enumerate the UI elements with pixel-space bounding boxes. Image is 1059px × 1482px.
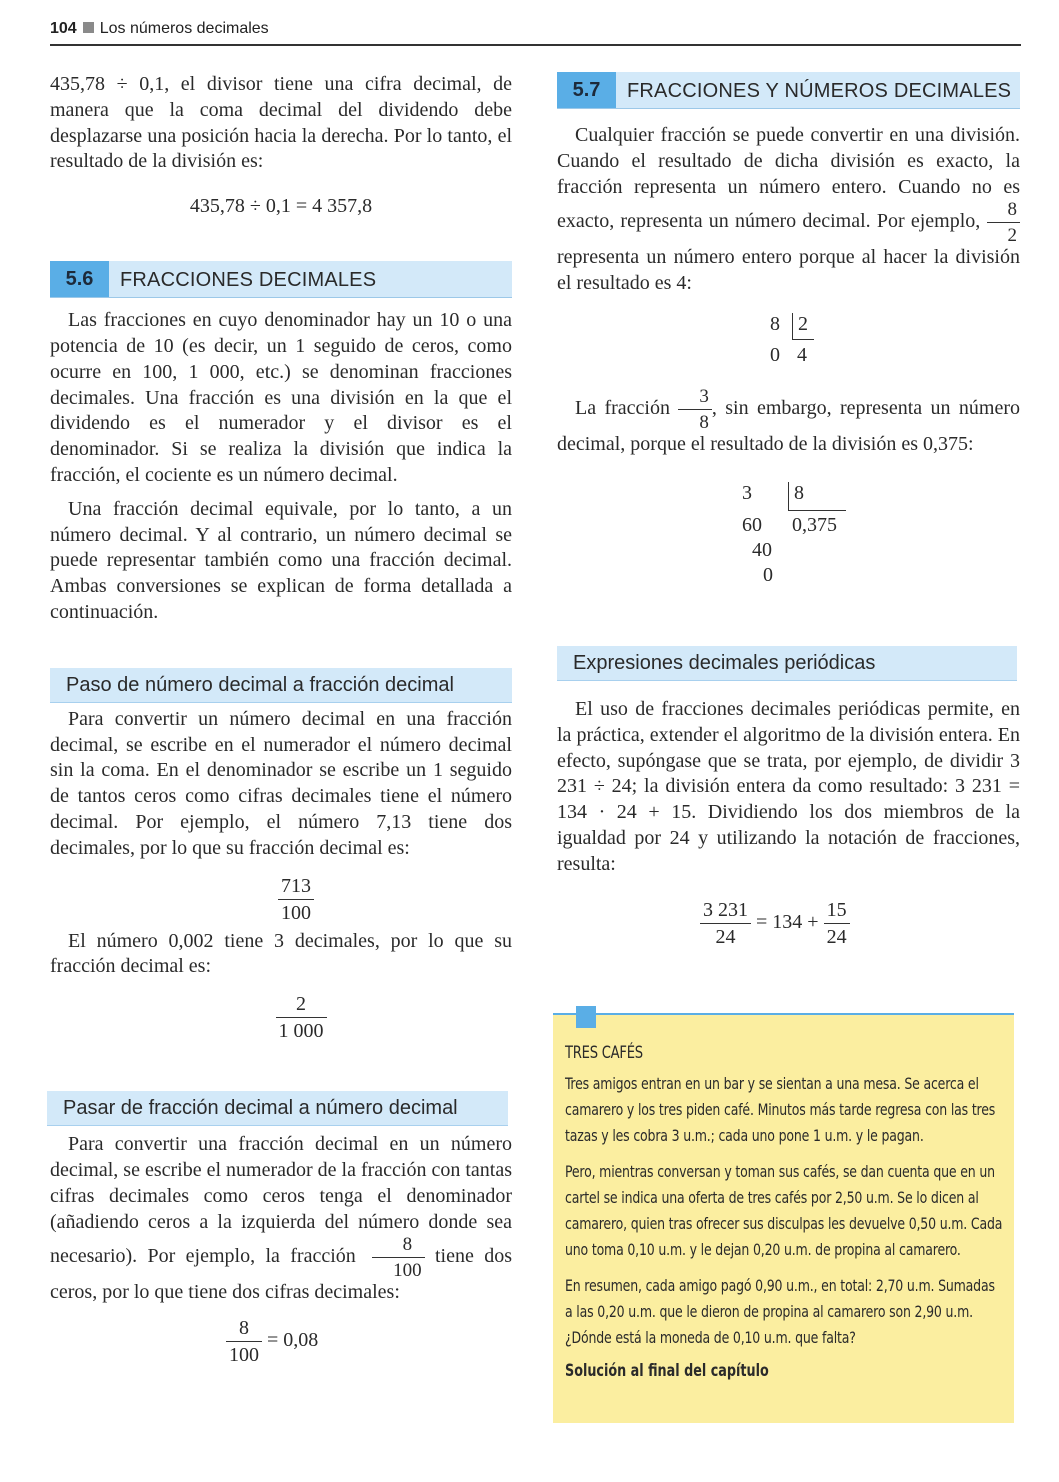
p2-text-b: , sin embargo, representa un número decimal, porque el resultado de la división es 0,375: [557,397,1020,455]
fraction-denominator: 2 [987,222,1021,245]
section-5-7-header [557,72,1020,109]
box-paragraph-3: En resumen, cada amigo pagó 0,90 u.m., en total: 2,70 u.m. Sumadas a las 0,20 u.m. que le dieron de propina al camarero son 2,90 u.m. ¿Dónde está la moneda de 0,10 u.m. que falta? [565,1276,995,1347]
fraction-denominator: 24 [824,923,850,947]
fraction-numerator: 8 [402,1234,413,1256]
fraction-numerator: 15 [826,899,847,921]
step-60: 60 [742,514,762,536]
subsection-fraction-to-decimal: Pasar de fracción decimal a número decimal [47,1091,508,1126]
fraction-numerator: 3 231 [703,899,748,921]
quotient: 0,375 [792,514,837,536]
intro-paragraph: 435,78 ÷ 0,1, el divisor tiene una cifra decimal, de manera que la coma decimal del dividendo debe desplazarse una posición hacia la derecha. Por lo tanto, el resultado de la división es: [50,73,512,173]
fraction-denominator: 1 000 [276,1017,327,1041]
puzzle-box [553,1013,1014,1423]
left-column [50,72,512,1365]
fraction-2-1000 [90,994,512,1041]
sub1-paragraph-1: Para convertir un número decimal en una fracción decimal, se escribe en el numerador el número decimal sin la coma. En el denominador se escribe un 1 seguido de tantos ceros como cifras decimales tiene el número decimal. Por ejemplo, el número 7,13 tiene dos decimales, por lo que su fracción decimal es: [50,707,512,859]
remainder: 0 [770,344,780,366]
chapter-title: Los números decimales [99,20,269,37]
division-equation [700,900,850,947]
square-bullet-icon [83,22,94,33]
fraction-8-100-result [226,1318,512,1365]
fraction-denominator: 100 [226,1341,262,1365]
fraction-713-100 [80,876,512,923]
fraction-result: = 0,08 [267,1329,319,1352]
box-solution: Solución al final del capítulo [565,1361,769,1380]
fraction-denominator: 100 [278,899,314,923]
periodic-paragraph-wrap [557,697,1020,878]
fraction-denominator: 8 [678,409,712,432]
dividend: 8 [770,313,780,335]
sub2-text-a: Para convertir una fracción decimal en un número decimal, se escribe el numerador de la fracción con tantas cifras decimales como ceros tenga el denominador (añadiendo ceros a la izquierda del número donde sea necesario). Por ejemplo, la fracción [50,1133,513,1268]
divisor: 2 [798,313,808,335]
sub2-text-b: tiene dos ceros, por lo que tiene dos cifras decimales: [50,1245,512,1304]
header-rule [50,44,1021,46]
section-title: FRACCIONES DECIMALES [120,269,377,292]
fraction-numerator: 2 [296,993,306,1016]
subsection-periodic-decimals: Expresiones decimales periódicas [557,646,1017,681]
sec56-paragraph-1: Las fracciones en cuyo denominador hay un 10 o una potencia de 10 (es decir, un 1 seguido de ceros, como ocurre en 100, 1 000, etc.) se denominan fracciones decimales. Una fracción es una división en la que el dividendo es el numerador y el divisor es el denominador. Si se realiza la división que indica la fracción, el cociente es un número decimal. [50,309,512,486]
section-number: 5.7 [557,72,616,108]
p1-text-a: Cualquier fracción se puede convertir en una división. Cuando el resultado de dicha división es exacto, la fracción representa un número entero. Cuando no es exacto, representa un número decimal. Por ejemplo, [557,124,1020,233]
intro-equation: 435,78 ÷ 0,1 = 4 357,8 [189,195,373,218]
sec57-paragraph-1 [557,123,1020,297]
sec56-paragraph-2: Una fracción decimal equivale, por lo tanto, a un número decimal. Y al contrario, un número decimal se puede representar también como una fracción decimal. Ambas conversiones se explican de forma detallada a continuación. [50,497,512,623]
sec57-paragraph-2 [557,387,1020,458]
section-title: FRACCIONES Y NÚMEROS DECIMALES [627,80,1012,102]
box-paragraph-1: Tres amigos entran en un bar y se sientan a una mesa. Se acerca el camarero y los tres piden café. Minutos más tarde regresa con las tres tazas y les cobra 3 u.m.; cada uno pone 1 u.m. y le pagan. [565,1074,996,1145]
quotient: 4 [797,344,807,366]
p1-text-b: representa un número entero porque al hacer la división el resultado es 4: [557,246,1020,295]
periodic-paragraph: El uso de fracciones decimales periódicas permite, en la práctica, extender el algoritmo de la división entera. En efecto, supóngase que se trata, por ejemplo, de dividir 3 231 ÷ 24; la división entera da como resultado: 3 231 = 134 · 24 + 15. Dividiendo los dos miembros de la igualdad por 24 y utilizando la notación de fracciones, resulta: [557,698,1020,875]
dividend: 3 [742,482,752,504]
divisor: 8 [794,482,804,504]
box-tab [576,1006,596,1028]
fraction-denominator: 100 [372,1257,425,1280]
box-paragraph-2: Pero, mientras conversan y toman sus cafés, se dan cuenta que en un cartel se indica una oferta de tres cafés por 2,50 u.m. Se lo dicen al camarero, quien tras ofrecer sus disculpas les devuelve 0,50 u.m. Cada uno toma 0,10 u.m. y le dejan 0,20 u.m. de propina al camarero. [565,1162,1003,1259]
fraction-denominator: 24 [700,923,751,947]
p2-text-a: La fracción [575,397,670,420]
sub1-paragraph-2: El número 0,002 tiene 3 decimales, por lo que su fracción decimal es: [50,929,512,978]
fraction-numerator: 713 [281,874,311,897]
right-column [557,72,1020,297]
fraction-numerator: 8 [1007,199,1017,221]
box-title: TRES CAFÉS [565,1043,643,1063]
step-0: 0 [763,564,773,586]
fraction-numerator: 3 [699,386,709,407]
section-number: 5.6 [50,261,109,297]
sub2-paragraph [50,1132,512,1306]
running-header [50,20,1020,44]
section-5-6-header [50,261,512,298]
step-40: 40 [752,539,772,561]
fraction-numerator: 8 [239,1317,249,1340]
page-number: 104 [50,20,77,37]
equation-middle: = 134 + [756,911,819,934]
subsection-decimal-to-fraction: Paso de número decimal a fracción decimal [50,668,512,703]
